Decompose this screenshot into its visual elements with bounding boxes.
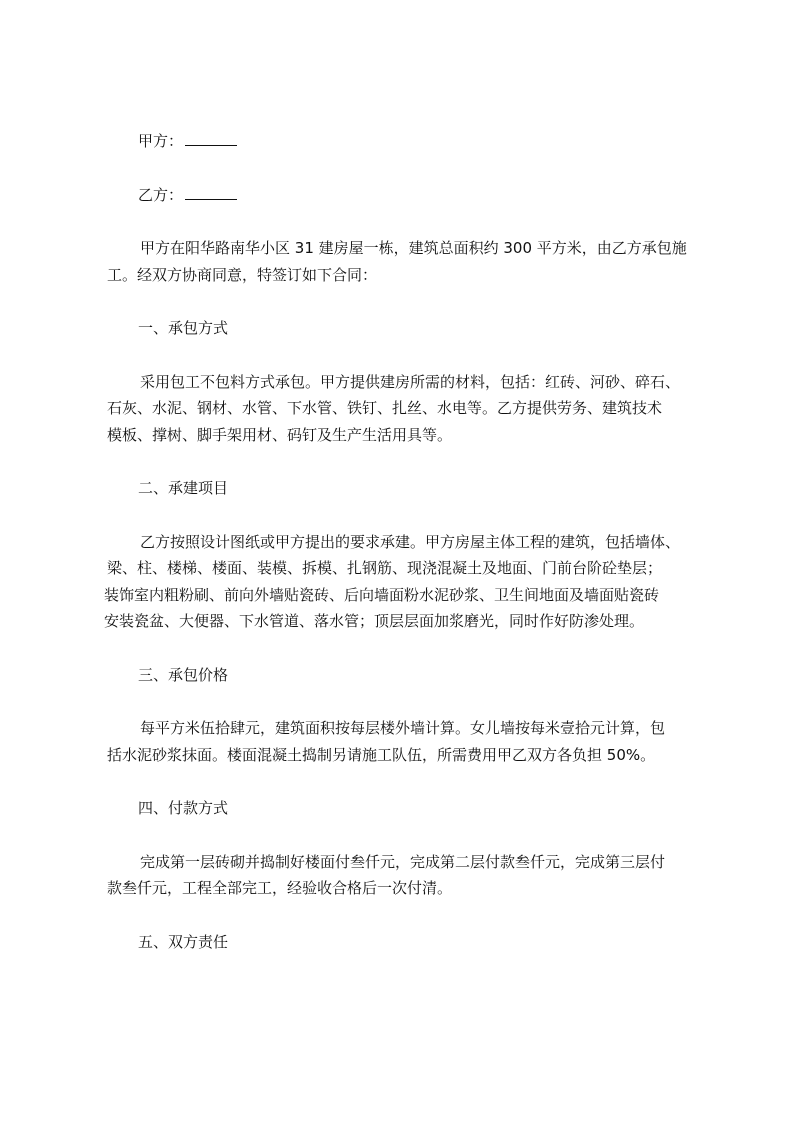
section-5-heading: 五、双方责任 [138, 933, 229, 951]
section-4-heading: 四、付款方式 [138, 799, 229, 817]
section-3-line-2: 括水泥砂浆抹面。楼面混凝土捣制另请施工队伍，所需费用甲乙双方各负担 50%。 [107, 746, 656, 764]
section-4-line-2: 款叁仟元，工程全部完工，经验收合格后一次付清。 [107, 879, 453, 897]
section-3-heading: 三、承包价格 [138, 666, 229, 684]
section-2-heading: 二、承建项目 [138, 479, 229, 497]
intro-line-1: 甲方在阳华路南华小区 31 建房屋一栋，建筑总面积约 300 平方米，由乙方承包施 [140, 239, 687, 257]
section-1-line-3: 模板、撑树、脚手架用材、码钉及生产生活用具等。 [107, 426, 453, 444]
section-2-line-4: 安装瓷盆、大便器、下水管道、落水管；顶层层面加浆磨光，同时作好防渗处理。 [104, 612, 645, 630]
section-2-line-2: 梁、柱、楼梯、楼面、装模、拆模、扎钢筋、现浇混凝土及地面、门前台阶砼垫层； [107, 559, 663, 577]
section-3-line-1: 每平方米伍拾肆元，建筑面积按每层楼外墙计算。女儿墙按每米壹拾元计算，包 [140, 719, 666, 737]
party-a-line [138, 131, 237, 151]
section-1-heading: 一、承包方式 [138, 319, 229, 337]
section-1-line-2: 石灰、水泥、钢材、水管、下水管、铁钉、扎丝、水电等。乙方提供劳务、建筑技术 [107, 399, 663, 417]
party-b-line [138, 185, 237, 205]
section-4-line-1: 完成第一层砖砌并捣制好楼面付叁仟元，完成第二层付款叁仟元，完成第三层付 [140, 853, 666, 871]
section-2-line-3: 装饰室内粗粉刷、前向外墙贴瓷砖、后向墙面粉水泥砂浆、卫生间地面及墙面贴瓷砖 [104, 586, 660, 604]
party-a-label: 甲方： [138, 132, 184, 150]
party-b-blank [185, 185, 237, 200]
party-b-label: 乙方： [138, 186, 184, 204]
section-1-line-1: 采用包工不包料方式承包。甲方提供建房所需的材料，包括：红砖、河砂、碎石、 [140, 373, 681, 391]
party-a-blank [185, 131, 237, 146]
intro-line-2: 工。经双方协商同意，特签订如下合同： [107, 266, 378, 284]
section-2-line-1: 乙方按照设计图纸或甲方提出的要求承建。甲方房屋主体工程的建筑，包括墙体、 [140, 533, 681, 551]
